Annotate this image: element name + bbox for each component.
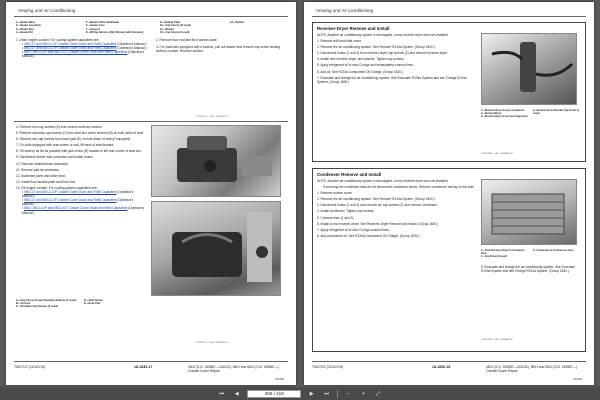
legend-item: 2—Receiver/Dryer: [481, 112, 502, 115]
legend-item: 11—Blower: [160, 27, 174, 31]
receiver-dryer-photo: [481, 33, 577, 105]
step-block: [156, 38, 284, 53]
legend-col: [16, 21, 80, 34]
link-suffix: (Operator's Manual.): [117, 42, 147, 47]
legend-item: C—Shoulder Cap Screws (2 used): [16, 305, 58, 309]
doc-link[interactable]: 550J-LT and 550J-LGP Crawler Dozer Drain and Refill Capacities: [24, 46, 117, 51]
step-text: 6. Remove two cap screws from lower pad (E) on both sides of seat (if equipped).: [16, 137, 131, 142]
legend-item: A—Cap Screw Around Seat Box Bottom (4 used): [16, 299, 76, 302]
legend-item: D—Jack Screw: [84, 299, 103, 302]
figure-legend: [16, 299, 146, 309]
step-text: 9. Evacuate and charge the air conditioning system. See Evacuate R134a System and see Charge R134a System. (Group 1830.): [481, 265, 575, 274]
legend-item: 12—Cap Screw (2 used): [160, 30, 190, 34]
step-text: 2. Recover the air conditioning system. See Recover R134a System. (Group 1830.): [317, 45, 435, 50]
legend-item: 10—Cap Screw (10 used): [160, 24, 191, 28]
step-text: 1. Remove bottom cover.: [317, 191, 353, 196]
doc-link[interactable]: 450J-LT and 450J-LGP Crawler Dozer Drain and Refill Capacities: [24, 190, 117, 195]
step-text: 14. Fill engine coolant. For cooling system capacities see:: [16, 185, 98, 190]
step-block: 1. Drain engine coolant. For cooling system capacities see: • 450J-LT and 450J-LGP Crawler Dozer Drain and Refill Capacities (Operator's Manual.) • 550J-LT and 550J-LGP Crawler Dozer Drain and Refill Capacities (Operator's Manual.) • 650J, 650J-LGP and 650J-XLT Crawler Dozer Drain and Refill Capacities (Operator's Manual.): [16, 38, 147, 59]
left-page: [6, 2, 296, 385]
toolbar-separator: [337, 390, 338, 398]
section-body: [317, 33, 475, 84]
section-body: [317, 179, 475, 238]
legend-col: [86, 21, 154, 34]
legend-col: [230, 21, 270, 34]
link-suffix: (Operator's Manual.): [22, 190, 134, 199]
legend-item: 13—Switch: [230, 21, 244, 24]
figure-ref: TX1020771 —UN—11NOV05 LD: [196, 116, 229, 118]
legend-item: 2—Heater Assembly: [16, 24, 41, 28]
step-text: 10. Remove heater/blower assembly.: [16, 161, 69, 166]
step-text: 11. Remove part as necessary.: [16, 167, 60, 172]
parts-legend: [16, 21, 286, 34]
condenser-diagram-icon: [482, 180, 578, 246]
step-text: 6. Install a new receiver-dryer. See Receiver-Dryer Remove and Install. (Group 1830.): [317, 221, 439, 226]
legend-item: 4—Gasket Kit: [16, 30, 33, 34]
zoom-out-icon[interactable]: −: [346, 390, 350, 397]
note-text: NOTE: Anytime air conditioning system is discharged, a new receiver-dryer must be installed.: [317, 33, 449, 37]
legend-item: 1—Receiver-Dryer Hose-to-Condenser: [481, 109, 525, 112]
legend-item: B—Armrest: [16, 302, 31, 306]
step-text: 4. Remove four cap screws (A) from around seat box bottom.: [16, 125, 103, 129]
figure-ref: TX1021104 —UN—19JUN05 LD: [481, 153, 513, 155]
model-info: 450J (S.N. 159887—216242), 550J and 650J (S.N. 159887—) Crawler Dozer Repair: [188, 365, 280, 374]
last-page-icon[interactable]: ⏭: [324, 390, 329, 397]
step-text: 2. Recover the air conditioning system. See Recover R134a System. (Group 1830.): [317, 197, 435, 202]
legend-item: E—Knee Pad: [84, 302, 101, 306]
manual-id: TM10722 (11NOV15): [312, 365, 344, 369]
page-code: PN=304: [573, 378, 582, 381]
link-suffix: (Operator's Manual.): [117, 46, 147, 51]
legend-item: 3—Condenser-to-Compressor Hose: [533, 249, 574, 252]
step-text: 3. For machines equipped with a toolbox, pull out drawer and remove cap screw holding toolbox in place. Remove toolbox.: [156, 45, 281, 54]
section-title: Condenser Remove and Install: [317, 172, 382, 177]
step-text: 4. Install condenser. Tighten cap screws.: [317, 209, 375, 214]
step-text: 12. Assemble parts and lower seat.: [16, 173, 66, 178]
step-text: 7. Apply refrigerant oil to new O-rings connect lines.: [317, 227, 390, 232]
step-text: 4. Install new receiver-dryer, and bracket. Tighten cap screws.: [317, 57, 405, 62]
legend-col: [160, 21, 224, 34]
condenser-photo: [481, 179, 577, 245]
seat-box-photo: [151, 125, 281, 197]
heater-photo: [151, 201, 281, 296]
manual-id: TM10722 (11NOV15): [14, 365, 46, 369]
page-number: 18-1830-17: [134, 365, 153, 369]
step-text: 2. Remove floor mat and floor access plate.: [156, 38, 218, 42]
step-text: 9. Disconnect blower wire connector and heater hoses.: [16, 155, 94, 160]
step-text: 6. Add oil. See R134a Component Oil Charge. (Group 1830.): [317, 69, 403, 74]
page-code: PN=303: [275, 378, 284, 381]
doc-link[interactable]: 650J, 650J-LGP and 650J-XLT Crawler Dozer Drain and Refill Capacities: [24, 206, 128, 211]
note-text: NOTE: Anytime air conditioning system is discharged, a new receiver-dryer must be installed.: [317, 179, 449, 183]
section-condenser: [312, 168, 586, 352]
prev-page-icon[interactable]: ◀: [234, 390, 239, 397]
legend-item: 1—From Receiver-Dryer-to-Condenser Hose: [481, 249, 525, 255]
figure-legend: [481, 249, 581, 258]
receiver-dryer-diagram-icon: [482, 34, 578, 106]
step-text: 3. Disconnect hoses (1 and 3) and remove six cap screws (2) and remove condenser.: [317, 203, 438, 208]
legend-item: 3—Receiver-Dryer Hose-from-Evaporator: [481, 115, 528, 118]
zoom-in-icon[interactable]: +: [361, 390, 365, 397]
link-suffix: (Operator's Manual.): [22, 206, 145, 215]
step-block: 4. Remove four cap screws (A) from around seat box bottom. 5. Remove shoulder cap screws (C) from seat box under armrest (B) on both sides of seat. 6. Remove two cap screws from lower pad (E) on both sides of seat (if equipped). 7. On units equipped with rear screen or cab, lift back of seat forward. 8. Tilt seat up as far as possible with jack screw (D) located in left rear corner of seat box. 9. Disconnect blower wire connector and heater hoses. 10. Remove heater/blower assembly. 11. Remove part as necessary. 12. Assemble parts and lower seat. 13. Install floor access plate and floor mat. 14. Fill engine coolant. For cooling system capacities see: • 450J-LT and 450J-LGP Crawler Dozer Drain and Refill Capacities (Operator's Manual.) • 550J-LT and 550J-LGP Crawler Dozer Drain and Refill Capacities (Operator's Manual.) • 650J, 650J-LGP and 650J-XLT Crawler Dozer Drain and Refill Capacities (Operator's Manual.): [16, 125, 145, 215]
legend-item: 4—Receiver-Dryer Bracket Cap Screw (4 used): [533, 109, 579, 115]
step-text: 13. Install floor access plate and floor mat.: [16, 179, 76, 184]
step-text: 5. Connect lines (1 and 3).: [317, 215, 355, 220]
step-text: 3. Disconnect hoses (1 and 3) from receiver-dryer cap screws (2) and remove receiver-dryer.: [317, 51, 448, 56]
page-footer: [312, 361, 586, 381]
next-page-icon[interactable]: ▶: [309, 390, 314, 397]
first-page-icon[interactable]: ⏮: [219, 390, 224, 397]
figure-legend: [481, 109, 581, 118]
step-text: 8. Tilt seat up as far as possible with jack screw (D) located in left rear corner of seat box.: [16, 149, 142, 154]
doc-link[interactable]: 450J-LT and 450J-LGP Crawler Dozer Drain and Refill Capacities: [24, 42, 117, 47]
page-indicator[interactable]: 305 / 418: [247, 390, 301, 398]
step-text: 7. On units equipped with rear screen or cab, lift back of seat forward.: [16, 143, 115, 148]
step-text: 8. Add component oil. See R134a Component Oil Charge. (Group 1830.): [317, 233, 420, 238]
divider: [14, 121, 288, 122]
step-text: 1. Remove left hand side cover.: [317, 39, 362, 44]
legend-item: 2—Cap Screw (6 used): [481, 255, 507, 258]
step-text: 7. Evacuate and charge the air conditioning system. See Evacuate R134a System and see Charge R134a System. (Group 1830.): [317, 75, 467, 84]
link-suffix: (Operator's Manual.): [22, 50, 145, 59]
step-block: [481, 265, 581, 273]
seat-diagram-icon: [152, 126, 282, 198]
page-number: 18-1830-18: [432, 365, 451, 369]
doc-link[interactable]: 550J-LT and 550J-LGP Crawler Dozer Drain and Refill Capacities: [24, 198, 117, 203]
step-text: 5. Remove shoulder cap screws (C) from seat box under armrest (B) on both sides of seat.: [16, 131, 144, 136]
note-text: If servicing the condenser fans do not disconnect condenser hoses. Remove condenser and lay to the side.: [323, 185, 475, 190]
legend-item: 5—Blower Motor Bulkhead: [86, 21, 120, 24]
legend-item: 9—Sealing Plate: [160, 21, 181, 24]
model-info: 450J (S.N. 159887—216242), 550J and 650J (S.N. 159887—) Crawler Dozer Repair: [486, 365, 578, 374]
link-suffix: (Operator's Manual.): [22, 198, 134, 207]
figure-ref: TX1021105 —UN—19JUN05 LD: [481, 339, 513, 341]
section-receiver-dryer: [312, 22, 586, 162]
section-title: Receiver-Dryer Remove and Install: [317, 26, 390, 31]
step-text: 5. Apply refrigerant oil to new O-rings and immediately connect lines.: [317, 63, 414, 68]
right-page: [304, 2, 594, 385]
legend-item: 6—Heater Core: [86, 24, 105, 28]
heater-diagram-icon: [152, 202, 282, 297]
step-text: 1. Drain engine coolant. For cooling system capacities see:: [16, 38, 100, 42]
fit-icon[interactable]: ⤢: [376, 390, 381, 397]
viewer-toolbar: [0, 387, 600, 400]
legend-item: 3—Heater Box: [16, 27, 34, 31]
legend-item: 7—Support: [86, 27, 100, 31]
page-footer: [14, 361, 288, 381]
figure-ref: TX1020771 —UN—01NOV05 LD: [196, 342, 229, 344]
legend-item: 1—Heater Base: [16, 21, 36, 24]
page-header: Heating and Air Conditioning: [14, 4, 288, 17]
legend-item: 8—Wiring Harness (Not Shown) with Grommet: [86, 30, 144, 34]
doc-link[interactable]: 650J, 650J-LGP and 650J-XLT Crawler Dozer Drain and Refill Capacities: [24, 50, 128, 55]
page-header: Heating and Air Conditioning: [312, 4, 586, 17]
